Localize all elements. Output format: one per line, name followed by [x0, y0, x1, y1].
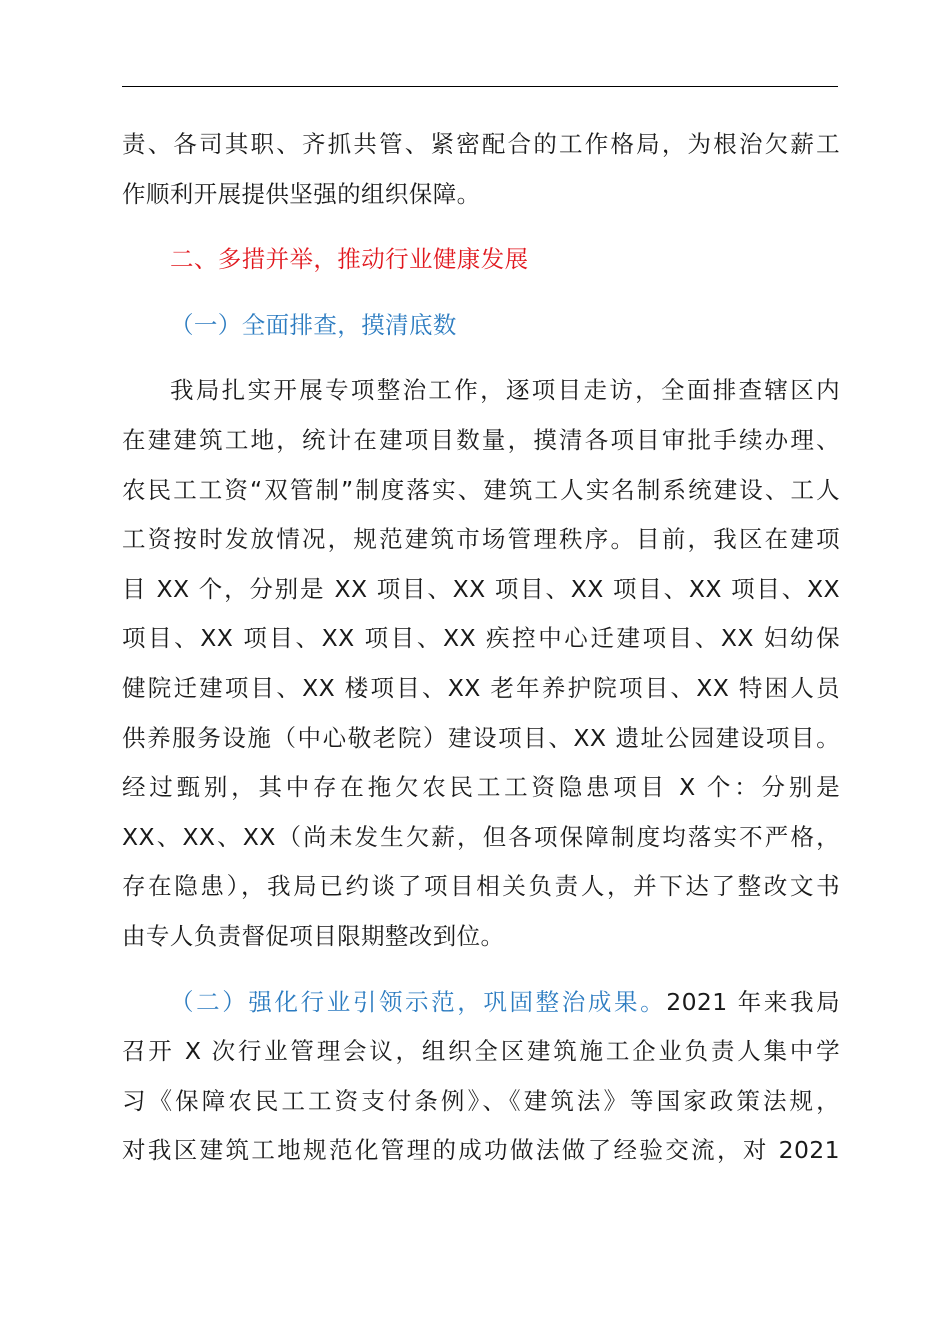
subsection-heading-1: （一）全面排查，摸清底数	[170, 310, 457, 339]
text-line: 责、各司其职、齐抓共管、紧密配合的工作格局，为根治欠薪工	[122, 130, 840, 158]
text-line: 我局扎实开展专项整治工作，逐项目走访，全面排查辖区内	[170, 376, 840, 405]
text-line: 供养服务设施（中心敬老院）建设项目、XX 遗址公园建设项目。	[122, 723, 840, 752]
text-line: 目 XX 个，分别是 XX 项目、XX 项目、XX 项目、XX 项目、XX	[122, 574, 840, 603]
text-line: 项目、XX 项目、XX 项目、XX 疾控中心迁建项目、XX 妇幼保	[122, 624, 840, 653]
text-line: 经过甄别，其中存在拖欠农民工工资隐患项目 X 个：分别是	[122, 773, 840, 802]
text-line: 工资按时发放情况，规范建筑市场管理秩序。目前，我区在建项	[122, 525, 840, 554]
text-line: XX、XX、XX（尚未发生欠薪，但各项保障制度均落实不严格，	[122, 822, 840, 851]
text-line: 作顺利开展提供坚强的组织保障。	[122, 179, 481, 208]
text-line: 由专人负责督促项目限期整改到位。	[122, 921, 505, 950]
text-line	[122, 978, 840, 1028]
text-line: 召开 X 次行业管理会议，组织全区建筑施工企业负责人集中学	[122, 1037, 840, 1066]
text-line: 习《保障农民工工资支付条例》、《建筑法》等国家政策法规，	[122, 1086, 840, 1115]
document-body	[122, 120, 840, 1176]
text-line: 在建建筑工地，统计在建项目数量，摸清各项目审批手续办理、	[122, 425, 840, 454]
header-rule	[122, 86, 838, 87]
text-line: 对我区建筑工地规范化管理的成功做法做了经验交流，对 2021	[122, 1136, 840, 1165]
text-line: 存在隐患），我局已约谈了项目相关负责人，并下达了整改文书	[122, 872, 840, 901]
text-line: 农民工工资“双管制”制度落实、建筑工人实名制系统建设、工人	[122, 475, 840, 504]
paragraph-2-lead: 2021 年来我局	[666, 987, 840, 1016]
text-line: 健院迁建项目、XX 楼项目、XX 老年养护院项目、XX 特困人员	[122, 673, 840, 702]
paragraph-1	[122, 366, 840, 961]
section-heading: 二、多措并举，推动行业健康发展	[170, 245, 529, 274]
top-paragraph	[122, 120, 840, 219]
paragraph-2	[122, 978, 840, 1176]
subsection-heading-2: （二）强化行业引领示范，巩固整治成果。	[170, 987, 667, 1016]
